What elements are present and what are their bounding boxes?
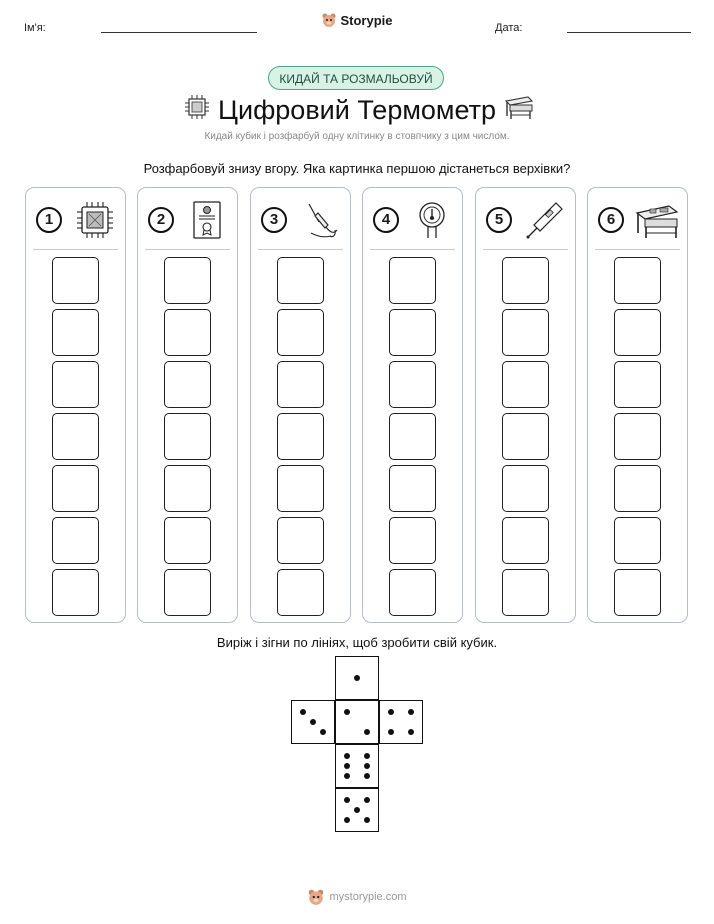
pip bbox=[408, 729, 414, 735]
column-number: 4 bbox=[373, 207, 399, 233]
pip bbox=[354, 807, 360, 813]
pip bbox=[310, 719, 316, 725]
color-cell[interactable] bbox=[52, 257, 99, 304]
color-cell[interactable] bbox=[277, 257, 324, 304]
column-number: 3 bbox=[261, 207, 287, 233]
cut-instruction: Виріж і зігни по лініях, щоб зробити свій кубик. bbox=[216, 635, 498, 650]
color-cell[interactable] bbox=[277, 465, 324, 512]
die-face-5 bbox=[335, 788, 379, 832]
digital-thermometer-icon bbox=[522, 200, 568, 240]
microchip-icon bbox=[72, 200, 118, 240]
column-number: 1 bbox=[36, 207, 62, 233]
column-number: 5 bbox=[486, 207, 512, 233]
brand-logo bbox=[0, 12, 714, 28]
column-number: 2 bbox=[148, 207, 174, 233]
pip bbox=[408, 709, 414, 715]
color-cell[interactable] bbox=[52, 569, 99, 616]
pip bbox=[388, 709, 394, 715]
color-cell[interactable] bbox=[164, 569, 211, 616]
column-3 bbox=[250, 187, 351, 623]
pip bbox=[344, 817, 350, 823]
subtitle: Кидай кубик і розфарбуй одну клітинку в стовпчику з цим числом. bbox=[204, 131, 510, 142]
bear-logo-icon bbox=[307, 888, 325, 906]
pip bbox=[344, 797, 350, 803]
column-4 bbox=[362, 187, 463, 623]
name-label: Ім'я: bbox=[24, 22, 46, 34]
pip bbox=[364, 817, 370, 823]
pip bbox=[388, 729, 394, 735]
color-cell[interactable] bbox=[52, 309, 99, 356]
pip bbox=[364, 763, 370, 769]
color-cell[interactable] bbox=[389, 413, 436, 460]
color-cell[interactable] bbox=[164, 361, 211, 408]
pip bbox=[344, 709, 350, 715]
pip bbox=[344, 773, 350, 779]
color-cell[interactable] bbox=[502, 257, 549, 304]
color-cell[interactable] bbox=[277, 517, 324, 564]
color-cell[interactable] bbox=[277, 569, 324, 616]
color-cell[interactable] bbox=[52, 465, 99, 512]
color-cell[interactable] bbox=[502, 309, 549, 356]
footer-url[interactable]: mystorypie.com bbox=[329, 891, 407, 903]
workbench-title-icon bbox=[502, 93, 534, 121]
color-cell[interactable] bbox=[164, 309, 211, 356]
pip bbox=[300, 709, 306, 715]
date-line[interactable] bbox=[567, 32, 691, 33]
color-cell[interactable] bbox=[389, 361, 436, 408]
color-cell[interactable] bbox=[502, 361, 549, 408]
color-cell[interactable] bbox=[614, 309, 661, 356]
color-cell[interactable] bbox=[502, 413, 549, 460]
soldering-iron-icon bbox=[297, 200, 343, 240]
color-cell[interactable] bbox=[614, 257, 661, 304]
color-cell[interactable] bbox=[502, 569, 549, 616]
color-cell[interactable] bbox=[52, 413, 99, 460]
bear-logo-icon bbox=[321, 12, 337, 28]
color-cell[interactable] bbox=[614, 465, 661, 512]
brand-name: Storypie bbox=[340, 12, 393, 28]
die-face-2 bbox=[335, 700, 379, 744]
color-cell[interactable] bbox=[52, 361, 99, 408]
color-cell[interactable] bbox=[52, 517, 99, 564]
pip bbox=[364, 753, 370, 759]
color-cell[interactable] bbox=[164, 257, 211, 304]
color-cell[interactable] bbox=[389, 517, 436, 564]
color-cell[interactable] bbox=[389, 465, 436, 512]
pip bbox=[364, 773, 370, 779]
column-number: 6 bbox=[598, 207, 624, 233]
die-face-3 bbox=[291, 700, 335, 744]
pip bbox=[320, 729, 326, 735]
footer bbox=[0, 888, 714, 906]
column-6 bbox=[587, 187, 688, 623]
color-cell[interactable] bbox=[277, 413, 324, 460]
date-label: Дата: bbox=[495, 22, 523, 34]
die-face-4 bbox=[379, 700, 423, 744]
pip bbox=[364, 797, 370, 803]
color-cell[interactable] bbox=[277, 309, 324, 356]
color-cell[interactable] bbox=[614, 361, 661, 408]
pip bbox=[344, 753, 350, 759]
certificate-icon bbox=[184, 200, 230, 240]
pip bbox=[354, 675, 360, 681]
pip bbox=[364, 729, 370, 735]
color-cell[interactable] bbox=[164, 465, 211, 512]
color-cell[interactable] bbox=[164, 517, 211, 564]
column-1 bbox=[25, 187, 126, 623]
color-cell[interactable] bbox=[389, 309, 436, 356]
column-5 bbox=[475, 187, 576, 623]
activity-badge: КИДАЙ ТА РОЗМАЛЬОВУЙ bbox=[268, 66, 444, 90]
color-cell[interactable] bbox=[389, 569, 436, 616]
color-cell[interactable] bbox=[389, 257, 436, 304]
thermistor-icon bbox=[409, 200, 455, 240]
die-face-6 bbox=[335, 744, 379, 788]
color-cell[interactable] bbox=[614, 569, 661, 616]
color-cell[interactable] bbox=[614, 517, 661, 564]
name-line[interactable] bbox=[101, 32, 257, 33]
color-cell[interactable] bbox=[277, 361, 324, 408]
color-cell[interactable] bbox=[502, 517, 549, 564]
color-cell[interactable] bbox=[614, 413, 661, 460]
color-cell[interactable] bbox=[502, 465, 549, 512]
workbench-icon bbox=[634, 200, 680, 240]
pip bbox=[344, 763, 350, 769]
page-title: Цифровий Термометр bbox=[218, 95, 496, 125]
color-cell[interactable] bbox=[164, 413, 211, 460]
instruction-prompt: Розфарбовуй знизу вгору. Яка картинка першою дістанеться верхівки? bbox=[143, 161, 571, 176]
die-face-1 bbox=[335, 656, 379, 700]
column-2 bbox=[137, 187, 238, 623]
